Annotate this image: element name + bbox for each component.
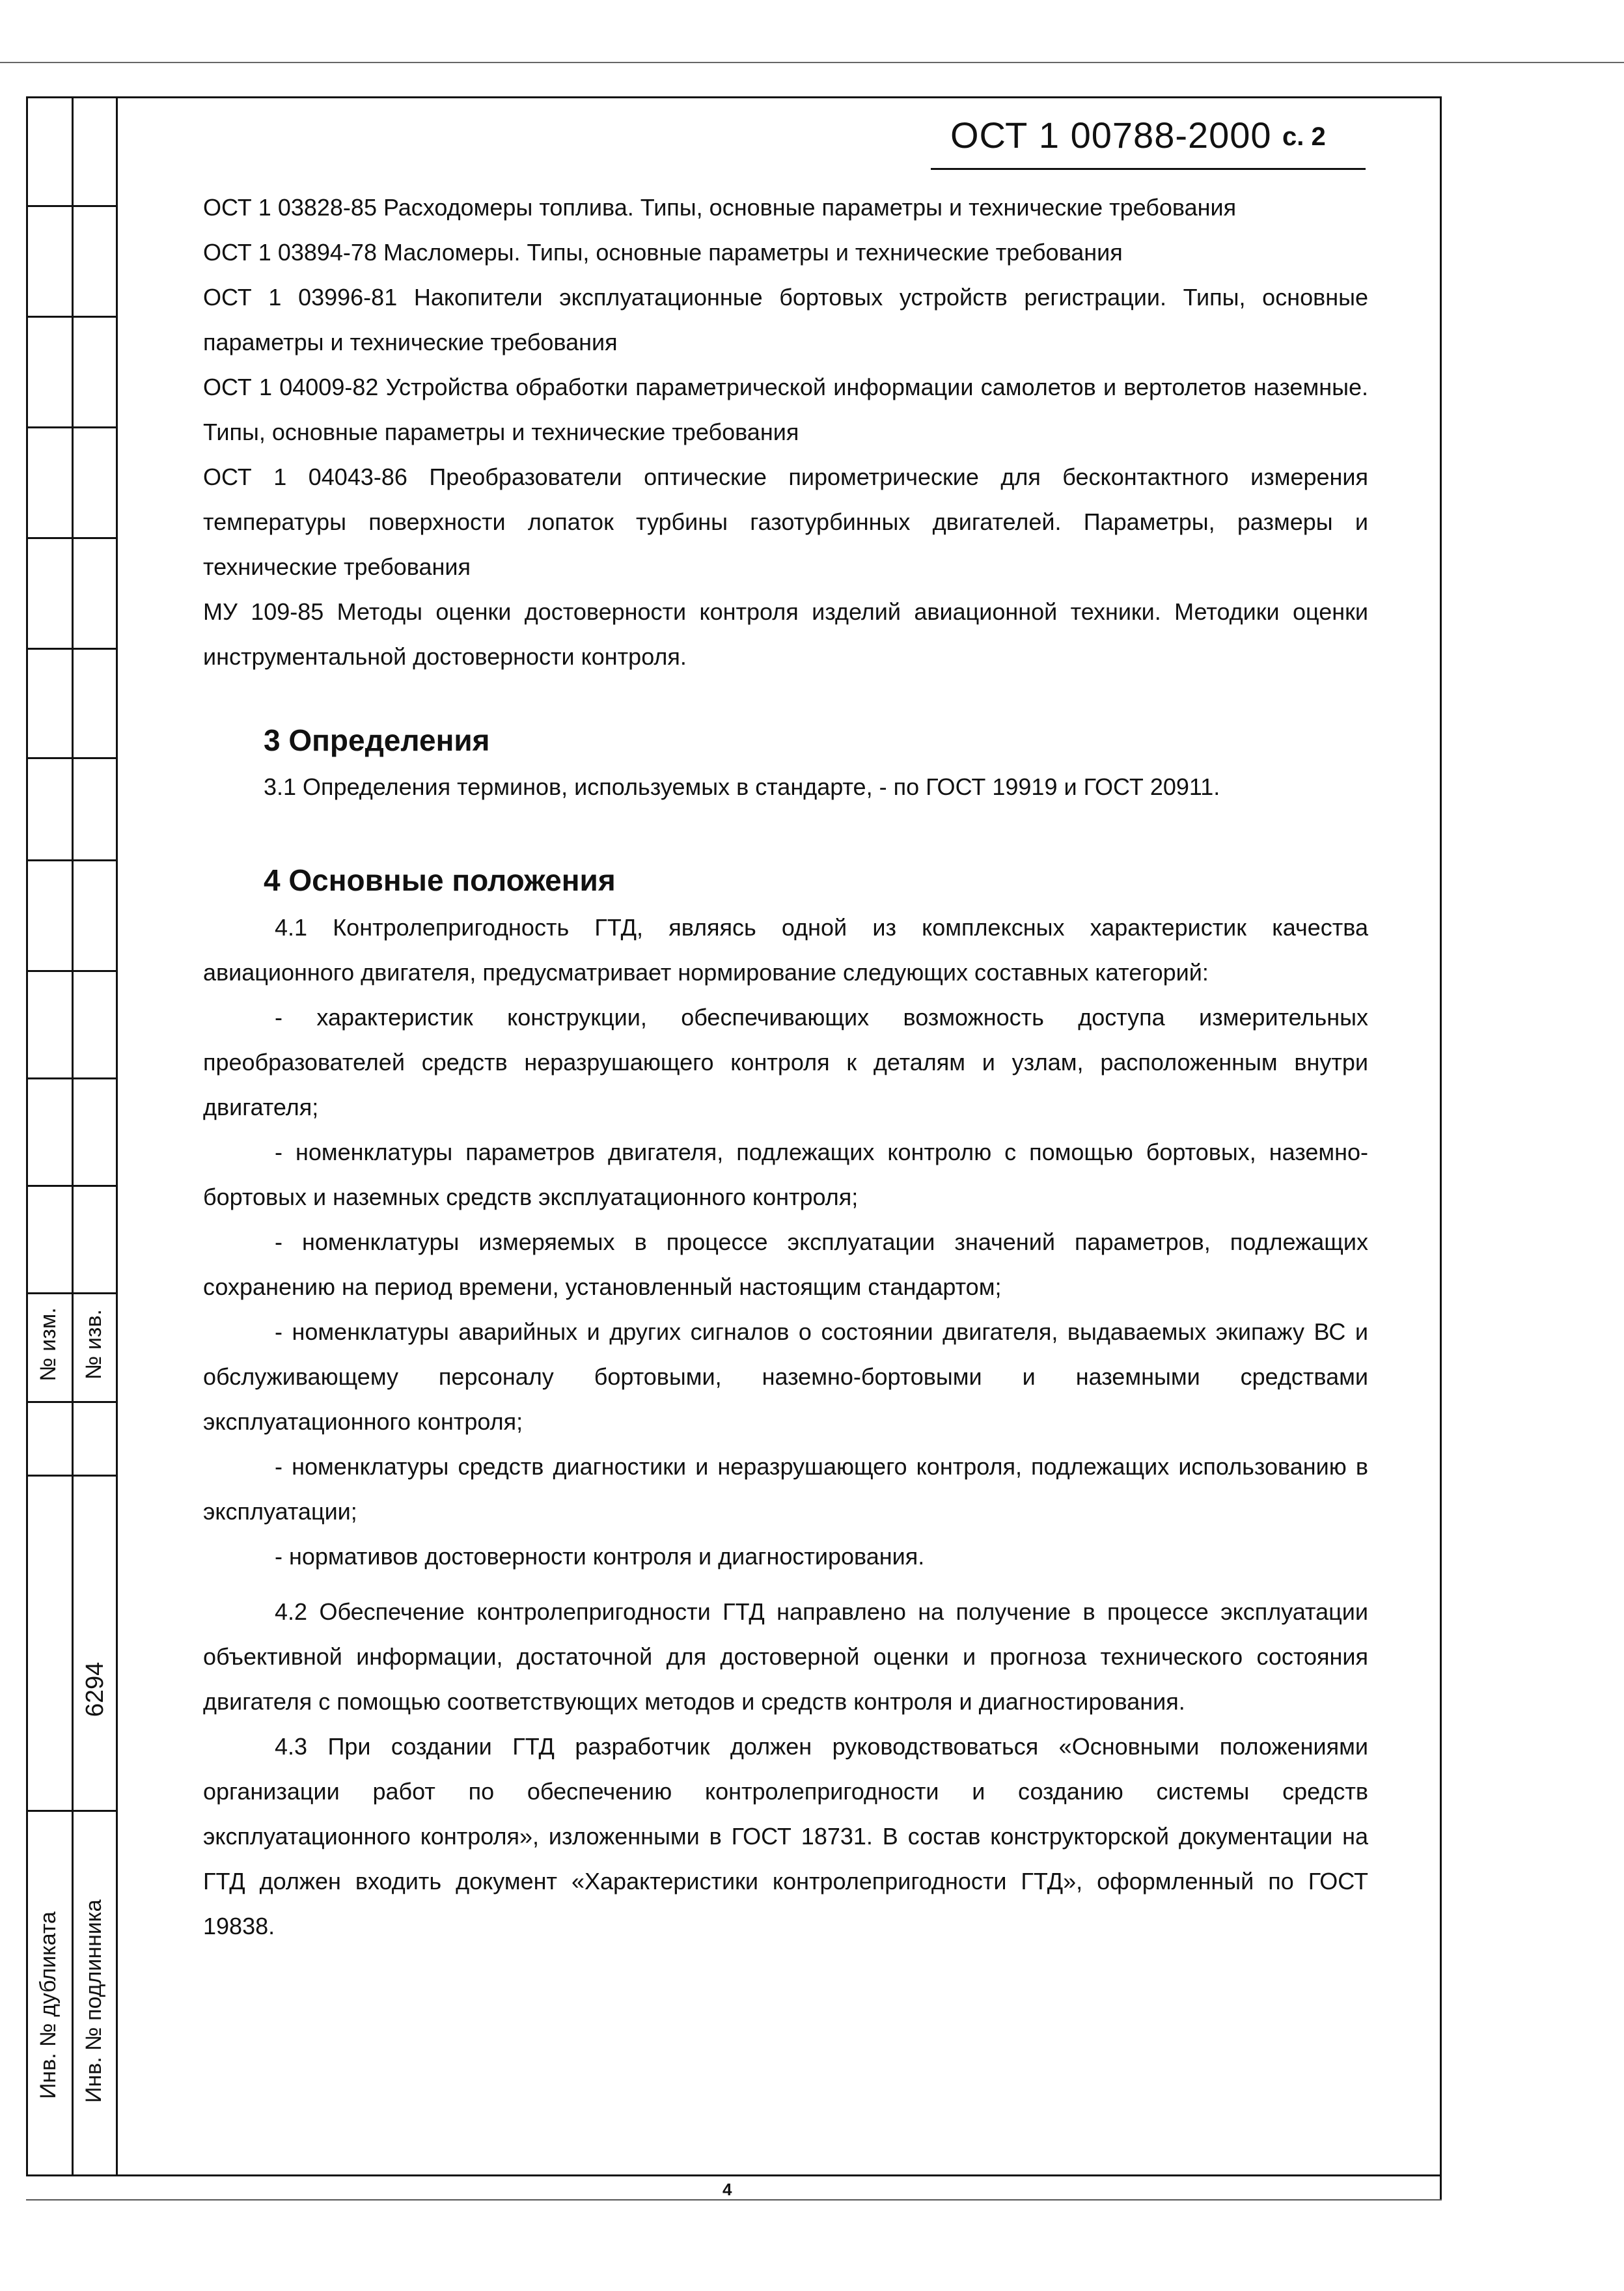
stamp-h-2 (26, 316, 117, 318)
section-3-text: 3.1 Определения терминов, используемых в стандарте, - по ГОСТ 19919 и ГОСТ 20911. (264, 773, 1220, 800)
page-header (911, 111, 1367, 169)
reference-item: МУ 109-85 Методы оценки достоверности контроля изделий авиационной техники. Методики оценки инструментальной достоверности контроля. (203, 598, 1368, 670)
list-item: - нормативов достоверности контроля и диагностирования. (275, 1543, 925, 1570)
section-3-title: 3 Определения (264, 723, 490, 757)
stamp-h-6 (26, 757, 117, 759)
reference-item: ОСТ 1 04043-86 Преобразователи оптические пирометрические для бесконтактного измерения температуры поверхности лопаток турбины газотурбинных двигателей. Параметры, размеры и технические требования (203, 464, 1368, 580)
stamp-h-7 (26, 859, 117, 861)
reference-item: ОСТ 1 03996-81 Накопители эксплуатационные бортовых устройств регистрации. Типы, основные параметры и технические требования (203, 284, 1368, 355)
paragraph-4-1: 4.1 Контролепригодность ГТД, являясь одной из комплексных характеристик качества авиационного двигателя, предусматривает нормирование следующих составных категорий: (203, 914, 1368, 986)
stamp-col-line-1 (72, 96, 74, 2176)
list-item: - номенклатуры параметров двигателя, подлежащих контролю с помощью бортовых, наземно-бортовых и наземных средств эксплуатационного контроля; (203, 1139, 1368, 1210)
list-item: - номенклатуры аварийных и других сигналов о состоянии двигателя, выдаваемых экипажу ВС и обслуживающему персоналу бортовыми, наземно-бортовыми и наземными средствами эксплуатационного контроля; (203, 1318, 1368, 1435)
stamp-h-13 (26, 1475, 117, 1477)
header-underline (931, 168, 1366, 170)
references-block (203, 185, 1368, 679)
stamp-inv-number: 6294 (81, 1661, 109, 1717)
stamp-h-5 (26, 648, 117, 650)
frame-right (1440, 96, 1442, 2199)
frame-bottom-outer (26, 2199, 1442, 2201)
document-code: ОСТ 1 00788-2000 (950, 115, 1272, 156)
frame-top (26, 96, 1441, 98)
stamp-h-4 (26, 537, 117, 539)
list-item: - номенклатуры измеряемых в процессе эксплуатации значений параметров, подлежащих сохранению на период времени, установленный настоящим стандартом; (203, 1229, 1368, 1300)
stamp-h-10 (26, 1185, 117, 1187)
list-item: - номенклатуры средств диагностики и неразрушающего контроля, подлежащих использованию в эксплуатации; (203, 1453, 1368, 1525)
frame-bottom (26, 2174, 1442, 2176)
stamp-inv-podl-label: Инв. № подлинника (81, 1899, 106, 2103)
reference-item: ОСТ 1 03828-85 Расходомеры топлива. Типы, основные параметры и технические требования (203, 194, 1237, 221)
reference-item: ОСТ 1 03894-78 Масломеры. Типы, основные параметры и технические требования (203, 239, 1123, 266)
stamp-h-8 (26, 970, 117, 972)
section-4-title: 4 Основные положения (264, 863, 616, 897)
section-4-body (203, 905, 1368, 1949)
list-item: - характеристик конструкции, обеспечивающих возможность доступа измерительных преобразователей средств неразрушающего контроля к деталям и узлам, расположенным внутри двигателя; (203, 1004, 1368, 1120)
frame-left (26, 96, 28, 2176)
paragraph-4-2: 4.2 Обеспечение контролепригодности ГТД направлено на получение в процессе эксплуатации объективной информации, достаточной для достоверной оценки и прогноза технического состояния двигателя с помощью соответствующих методов и средств контроля и диагностирования. (203, 1598, 1368, 1715)
footer-mark: 4 (723, 2180, 732, 2199)
page-number: с. 2 (1282, 122, 1326, 151)
reference-item: ОСТ 1 04009-82 Устройства обработки параметрической информации самолетов и вертолетов наземные. Типы, основные параметры и технические требования (203, 374, 1368, 445)
stamp-izv-label: № изв. (81, 1309, 106, 1380)
stamp-inv-dubl-label: Инв. № дубликата (36, 1911, 61, 2099)
paragraph-4-3: 4.3 При создании ГТД разработчик должен руководствоваться «Основными положениями организации работ по обеспечению контролепригодности и созданию системы средств эксплуатационного контроля», изложенными в ГОСТ 18731. В состав конструкторской документации на ГТД должен входить документ «Характеристики контролепригодности ГТД», оформленный по ГОСТ 19838. (203, 1733, 1368, 1939)
stamp-col-line-2 (116, 96, 118, 2176)
stamp-h-1 (26, 205, 117, 207)
stamp-h-14 (26, 1810, 117, 1812)
stamp-h-9 (26, 1077, 117, 1079)
stamp-izm-label: № изм. (36, 1307, 61, 1382)
stamp-h-3 (26, 426, 117, 428)
top-rule (0, 62, 1624, 63)
